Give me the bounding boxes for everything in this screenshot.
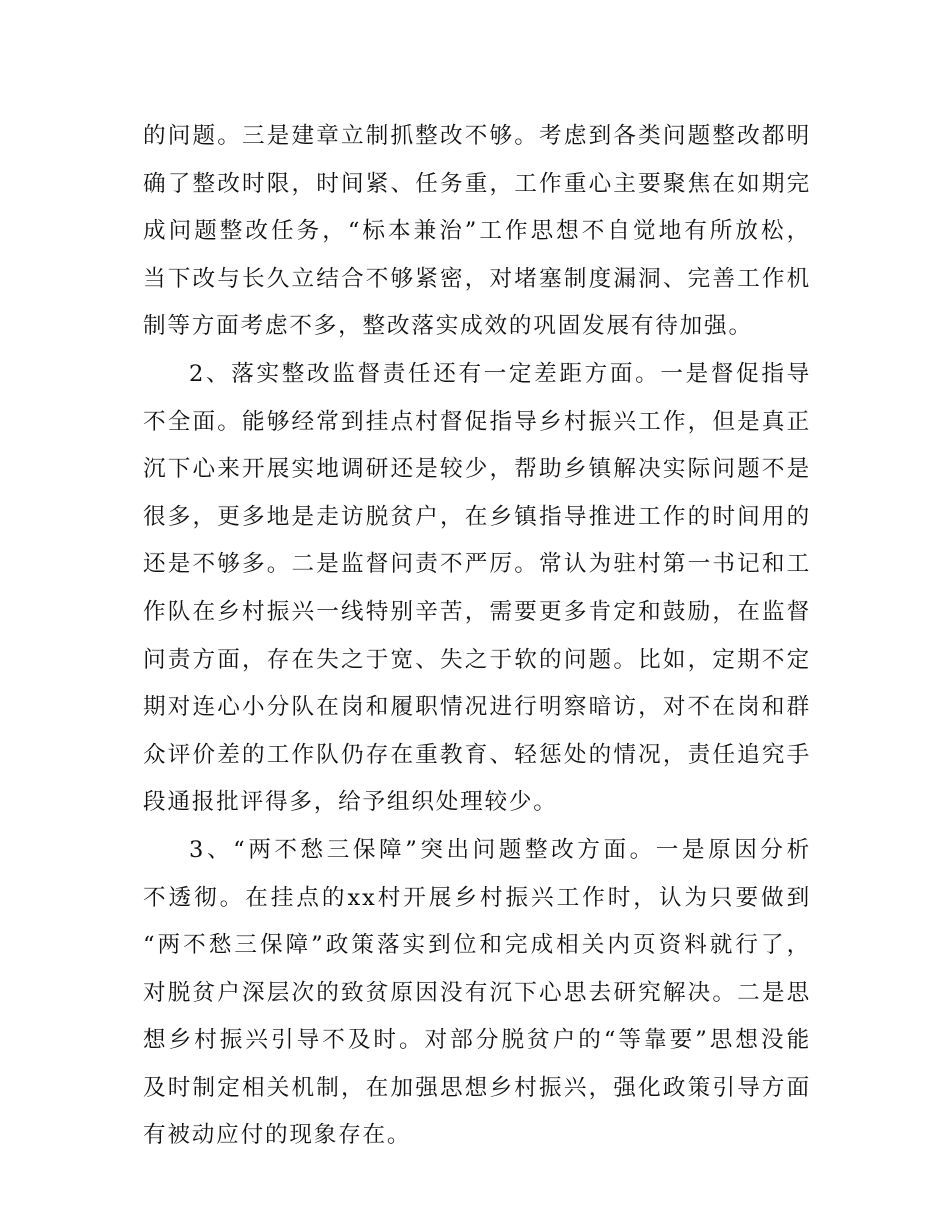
document-body [143, 113, 811, 1160]
text-line: 段通报批评得多，给予组织处理较少。 [143, 789, 558, 816]
text-line: “两不愁三保障”政策落实到位和完成相关内页资料就行了， [143, 932, 811, 959]
text-line: 不透彻。在挂点的xx村开展乡村振兴工作时，认为只要做到 [143, 884, 811, 911]
text-line: 成问题整改任务，“标本兼治”工作思想不自觉地有所放松， [143, 218, 811, 245]
text-line: 很多，更多地是走访脱贫户，在乡镇指导推进工作的时间用的 [143, 503, 811, 530]
paragraph-3 [143, 827, 811, 1160]
text-line: 对脱贫户深层次的致贫原因没有沉下心思去研究解决。二是思 [143, 979, 811, 1006]
text-line: 及时制定相关机制，在加强思想乡村振兴，强化政策引导方面 [143, 1074, 811, 1101]
text-line: 沉下心来开展实地调研还是较少，帮助乡镇解决实际问题不是 [143, 456, 811, 483]
text-line: 想乡村振兴引导不及时。对部分脱贫户的“等靠要”思想没能 [143, 1027, 811, 1054]
text-line: 确了整改时限，时间紧、任务重，工作重心主要聚焦在如期完 [143, 170, 811, 197]
text-line: 当下改与长久立结合不够紧密，对堵塞制度漏洞、完善工作机 [143, 265, 811, 292]
text-line: 制等方面考虑不多，整改落实成效的巩固发展有待加强。 [143, 313, 753, 340]
paragraph-2 [143, 351, 811, 827]
text-line: 还是不够多。二是监督问责不严厉。常认为驻村第一书记和工 [143, 551, 811, 578]
text-line: 期对连心小分队在岗和履职情况进行明察暗访，对不在岗和群 [143, 694, 811, 721]
text-line: 不全面。能够经常到挂点村督促指导乡村振兴工作，但是真正 [143, 408, 811, 435]
text-line: 3、“两不愁三保障”突出问题整改方面。一是原因分析 [189, 836, 811, 863]
text-line: 作队在乡村振兴一线特别辛苦，需要更多肯定和鼓励，在监督 [143, 598, 811, 625]
text-line: 2、落实整改监督责任还有一定差距方面。一是督促指导 [189, 360, 811, 387]
text-line: 众评价差的工作队仍存在重教育、轻惩处的情况，责任追究手 [143, 741, 811, 768]
text-line: 问责方面，存在失之于宽、失之于软的问题。比如，定期不定 [143, 646, 811, 673]
text-line: 有被动应付的现象存在。 [143, 1122, 412, 1149]
text-line: 的问题。三是建章立制抓整改不够。考虑到各类问题整改都明 [143, 123, 811, 149]
paragraph-1 [143, 113, 811, 351]
